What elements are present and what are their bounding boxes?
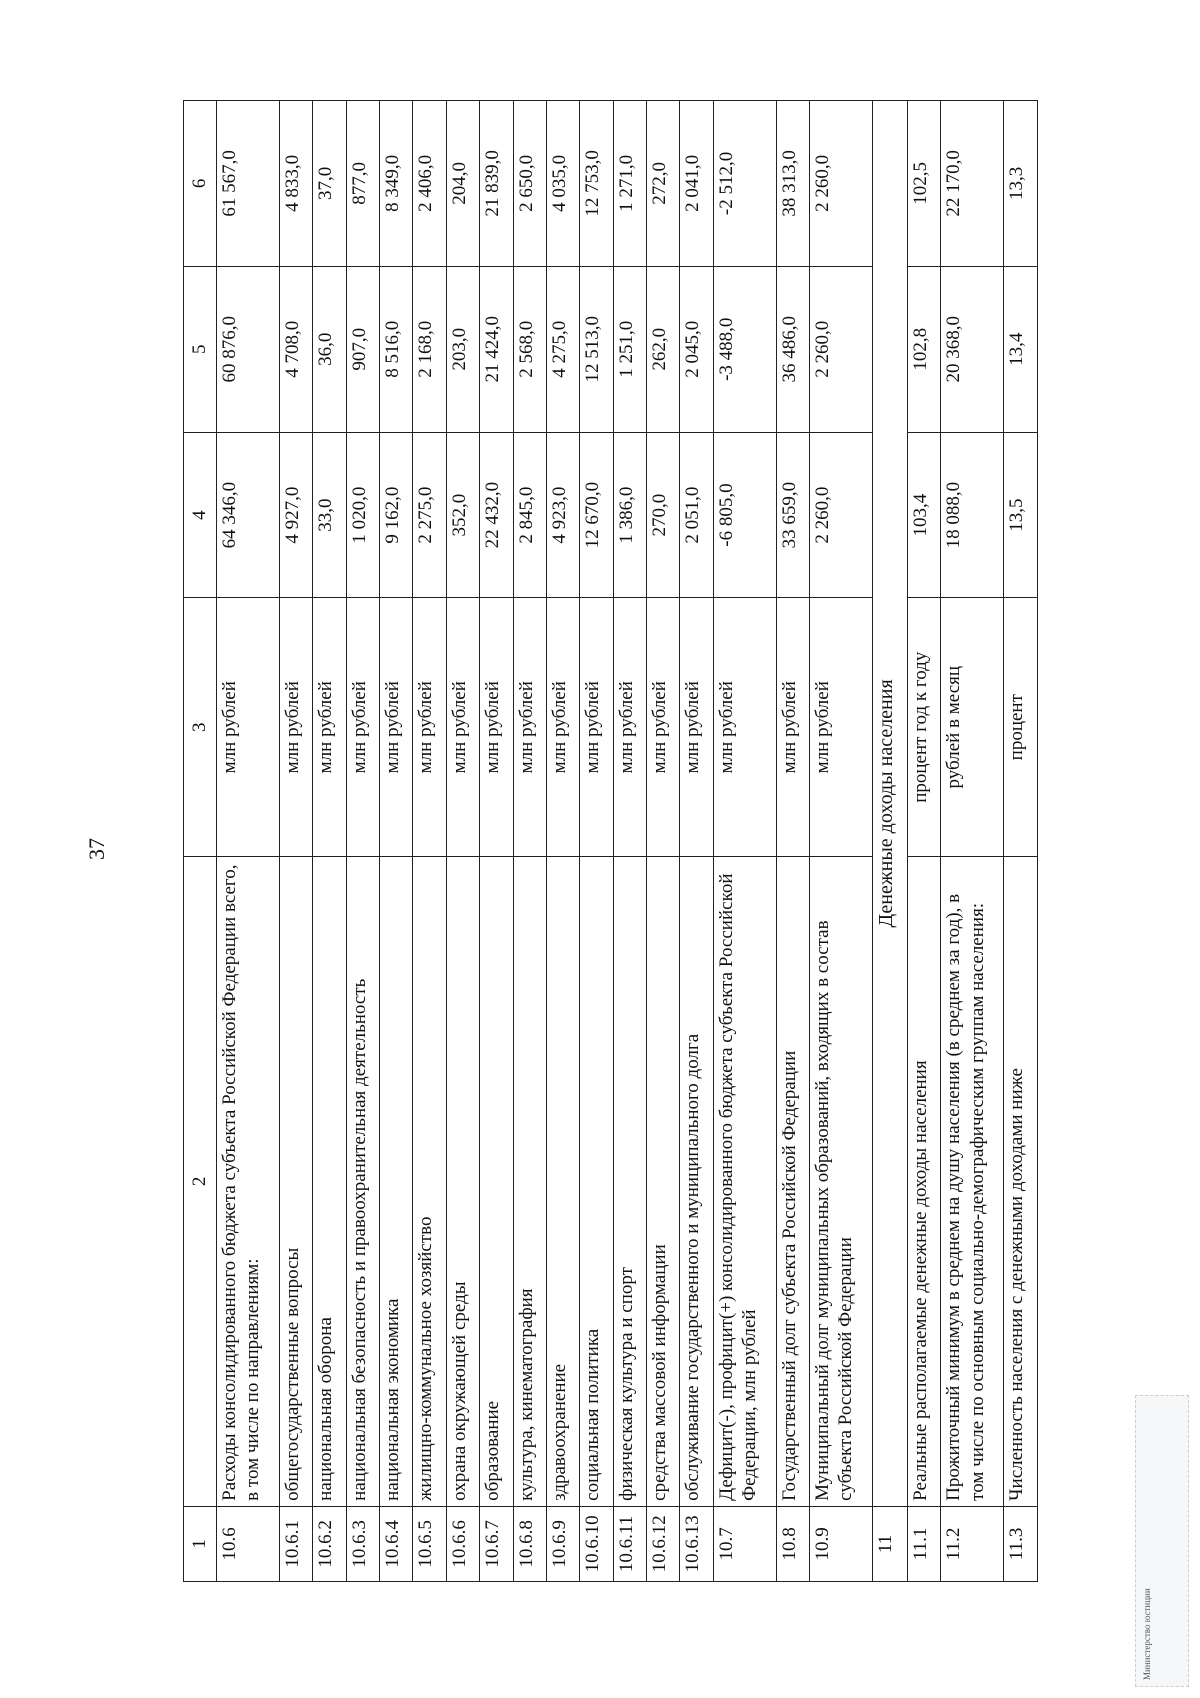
table-cell-v5: 2 260,0 <box>810 266 873 432</box>
table-cell-code: 10.8 <box>776 1506 809 1581</box>
table-cell-v4: 4 923,0 <box>546 432 579 598</box>
table-cell-code: 10.6.13 <box>680 1506 713 1581</box>
table-cell-name: социальная политика <box>580 856 613 1506</box>
table-cell-code: 10.6.6 <box>446 1506 479 1581</box>
table-cell-code: 11.3 <box>1004 1506 1038 1581</box>
table-cell-unit: млн рублей <box>580 598 613 857</box>
table-cell-v4: 270,0 <box>647 432 680 598</box>
table-cell-unit: млн рублей <box>313 598 346 857</box>
table-cell-name: Прожиточный минимум в среднем на душу населения (в среднем за год), в том числе по основным социально-демографическим группам населения: <box>941 856 1004 1506</box>
rotated-table-container <box>183 100 1038 1582</box>
table-row <box>217 101 280 1582</box>
table-row <box>680 101 713 1582</box>
table-cell-unit: млн рублей <box>810 598 873 857</box>
table-cell-v6: -2 512,0 <box>713 101 776 267</box>
table-cell-v4: 33 659,0 <box>776 432 809 598</box>
table-row <box>513 101 546 1582</box>
table-cell-v5: 102,8 <box>908 266 941 432</box>
table-cell-unit: млн рублей <box>713 598 776 857</box>
table-cell-v4: 1 386,0 <box>613 432 646 598</box>
table-cell-v4: 4 927,0 <box>279 432 312 598</box>
table-cell-v5: 262,0 <box>647 266 680 432</box>
budget-table <box>183 100 1038 1582</box>
table-cell-v4: 2 275,0 <box>413 432 446 598</box>
table-cell-name: национальная безопасность и правоохранительная деятельность <box>346 856 379 1506</box>
table-cell-unit: млн рублей <box>776 598 809 857</box>
header-cell-6: 6 <box>184 101 217 267</box>
table-cell-v4: 352,0 <box>446 432 479 598</box>
table-cell-v5: 4 708,0 <box>279 266 312 432</box>
table-cell-name: национальная экономика <box>380 856 413 1506</box>
table-row <box>713 101 776 1582</box>
table-cell-code: 10.6.2 <box>313 1506 346 1581</box>
table-row <box>908 101 941 1582</box>
section-row <box>873 101 908 1582</box>
table-row <box>647 101 680 1582</box>
table-cell-v5: 1 251,0 <box>613 266 646 432</box>
table-cell-code: 11.1 <box>908 1506 941 1581</box>
table-cell-v6: 8 349,0 <box>380 101 413 267</box>
table-cell-v5: 60 876,0 <box>217 266 280 432</box>
header-cell-4: 4 <box>184 432 217 598</box>
table-row <box>480 101 513 1582</box>
table-cell-v5: 21 424,0 <box>480 266 513 432</box>
header-cell-2: 2 <box>184 856 217 1506</box>
table-cell-name: Государственный долг субъекта Российской Федерации <box>776 856 809 1506</box>
table-cell-v6: 1 271,0 <box>613 101 646 267</box>
table-cell-v6: 21 839,0 <box>480 101 513 267</box>
table-cell-v4: -6 805,0 <box>713 432 776 598</box>
table-cell-name: Расходы консолидированного бюджета субъекта Российской Федерации всего, в том числе по направлениям: <box>217 856 280 1506</box>
table-cell-v4: 103,4 <box>908 432 941 598</box>
table-cell-code: 10.6.10 <box>580 1506 613 1581</box>
table-cell-v5: 2 568,0 <box>513 266 546 432</box>
stamp-text: Министерство юстиции <box>1142 1588 1152 1680</box>
table-cell-unit: рублей в месяц <box>941 598 1004 857</box>
table-cell-v4: 2 051,0 <box>680 432 713 598</box>
table-cell-unit: млн рублей <box>346 598 379 857</box>
table-cell-v6: 877,0 <box>346 101 379 267</box>
table-cell-name: охрана окружающей среды <box>446 856 479 1506</box>
table-row <box>810 101 873 1582</box>
table-cell-v6: 12 753,0 <box>580 101 613 267</box>
table-cell-unit: млн рублей <box>613 598 646 857</box>
table-cell-unit: млн рублей <box>446 598 479 857</box>
table-row <box>580 101 613 1582</box>
table-cell-v4: 9 162,0 <box>380 432 413 598</box>
table-cell-v6: 2 260,0 <box>810 101 873 267</box>
table-cell-v5: 2 168,0 <box>413 266 446 432</box>
table-cell-v4: 2 260,0 <box>810 432 873 598</box>
table-cell-unit: млн рублей <box>647 598 680 857</box>
header-cell-1: 1 <box>184 1506 217 1581</box>
table-cell-code: 10.6.8 <box>513 1506 546 1581</box>
table-cell-v6: 4 833,0 <box>279 101 312 267</box>
table-cell-v6: 4 035,0 <box>546 101 579 267</box>
table-row <box>941 101 1004 1582</box>
table-row <box>313 101 346 1582</box>
table-row <box>446 101 479 1582</box>
table-cell-unit: млн рублей <box>380 598 413 857</box>
table-cell-name: жилищно-коммунальное хозяйство <box>413 856 446 1506</box>
table-cell-v6: 37,0 <box>313 101 346 267</box>
table-cell-v5: 8 516,0 <box>380 266 413 432</box>
table-cell-unit: млн рублей <box>480 598 513 857</box>
table-cell-code: 10.6.3 <box>346 1506 379 1581</box>
table-cell-code: 10.6.4 <box>380 1506 413 1581</box>
table-cell-v6: 61 567,0 <box>217 101 280 267</box>
table-cell-v4: 18 088,0 <box>941 432 1004 598</box>
table-cell-v4: 2 845,0 <box>513 432 546 598</box>
table-body <box>184 101 1038 1582</box>
table-cell-code: 10.6.1 <box>279 1506 312 1581</box>
page-number: 37 <box>84 838 109 860</box>
table-cell-unit: млн рублей <box>413 598 446 857</box>
table-cell-name: образование <box>480 856 513 1506</box>
table-cell-v6: 102,5 <box>908 101 941 267</box>
table-cell-code: 10.6.5 <box>413 1506 446 1581</box>
table-cell-v5: 4 275,0 <box>546 266 579 432</box>
table-cell-v4: 64 346,0 <box>217 432 280 598</box>
table-cell-v5: 36 486,0 <box>776 266 809 432</box>
table-row <box>776 101 809 1582</box>
table-cell-code: 10.6.12 <box>647 1506 680 1581</box>
table-cell-unit: процент год к году <box>908 598 941 857</box>
table-cell-name: здравоохранение <box>546 856 579 1506</box>
table-cell-unit: млн рублей <box>279 598 312 857</box>
table-cell-v4: 1 020,0 <box>346 432 379 598</box>
table-cell-code: 11.2 <box>941 1506 1004 1581</box>
table-cell-v6: 22 170,0 <box>941 101 1004 267</box>
table-cell-name: Дефицит(-), профицит(+) консолидированного бюджета субъекта Российской Федерации, млн рублей <box>713 856 776 1506</box>
table-cell-unit: млн рублей <box>513 598 546 857</box>
table-cell-unit: млн рублей <box>680 598 713 857</box>
table-cell-v5: -3 488,0 <box>713 266 776 432</box>
table-cell-v6: 2 650,0 <box>513 101 546 267</box>
table-header-row <box>184 101 217 1582</box>
table-cell-v5: 2 045,0 <box>680 266 713 432</box>
table-cell-v6: 272,0 <box>647 101 680 267</box>
table-cell-v6: 2 406,0 <box>413 101 446 267</box>
table-row <box>613 101 646 1582</box>
table-cell-v4: 12 670,0 <box>580 432 613 598</box>
table-cell-name: обслуживание государственного и муниципального долга <box>680 856 713 1506</box>
table-cell-v5: 36,0 <box>313 266 346 432</box>
table-cell-v6: 38 313,0 <box>776 101 809 267</box>
table-row <box>380 101 413 1582</box>
table-cell-v5: 20 368,0 <box>941 266 1004 432</box>
table-row <box>279 101 312 1582</box>
table-row <box>346 101 379 1582</box>
table-cell-v5: 907,0 <box>346 266 379 432</box>
table-cell-name: Реальные располагаемые денежные доходы населения <box>908 856 941 1506</box>
table-row <box>546 101 579 1582</box>
table-cell-v4: 22 432,0 <box>480 432 513 598</box>
table-cell-code: 10.9 <box>810 1506 873 1581</box>
table-cell-v5: 203,0 <box>446 266 479 432</box>
table-cell-v6: 13,3 <box>1004 101 1038 267</box>
table-cell-name: общегосударственные вопросы <box>279 856 312 1506</box>
table-cell-v6: 2 041,0 <box>680 101 713 267</box>
table-cell-code: 10.7 <box>713 1506 776 1581</box>
header-cell-5: 5 <box>184 266 217 432</box>
header-cell-3: 3 <box>184 598 217 857</box>
table-cell-v6: 204,0 <box>446 101 479 267</box>
table-cell-unit: млн рублей <box>546 598 579 857</box>
table-cell-name: национальная оборона <box>313 856 346 1506</box>
section-title: Денежные доходы населения <box>873 101 908 1507</box>
table-cell-code: 10.6.7 <box>480 1506 513 1581</box>
table-cell-v4: 33,0 <box>313 432 346 598</box>
table-cell-v5: 13,4 <box>1004 266 1038 432</box>
table-cell-v5: 12 513,0 <box>580 266 613 432</box>
table-cell-name: Муниципальный долг муниципальных образований, входящих в состав субъекта Российской Федерации <box>810 856 873 1506</box>
table-cell-code: 10.6 <box>217 1506 280 1581</box>
table-cell-name: культура, кинематография <box>513 856 546 1506</box>
table-cell-unit: процент <box>1004 598 1038 857</box>
table-cell-name: физическая культура и спорт <box>613 856 646 1506</box>
table-cell-name: средства массовой информации <box>647 856 680 1506</box>
table-row <box>413 101 446 1582</box>
table-cell-code: 10.6.9 <box>546 1506 579 1581</box>
table-cell-code: 10.6.11 <box>613 1506 646 1581</box>
table-row <box>1004 101 1038 1582</box>
table-cell-unit: млн рублей <box>217 598 280 857</box>
section-code: 11 <box>873 1506 908 1581</box>
table-cell-name: Численность населения с денежными доходами ниже <box>1004 856 1038 1506</box>
table-cell-v4: 13,5 <box>1004 432 1038 598</box>
